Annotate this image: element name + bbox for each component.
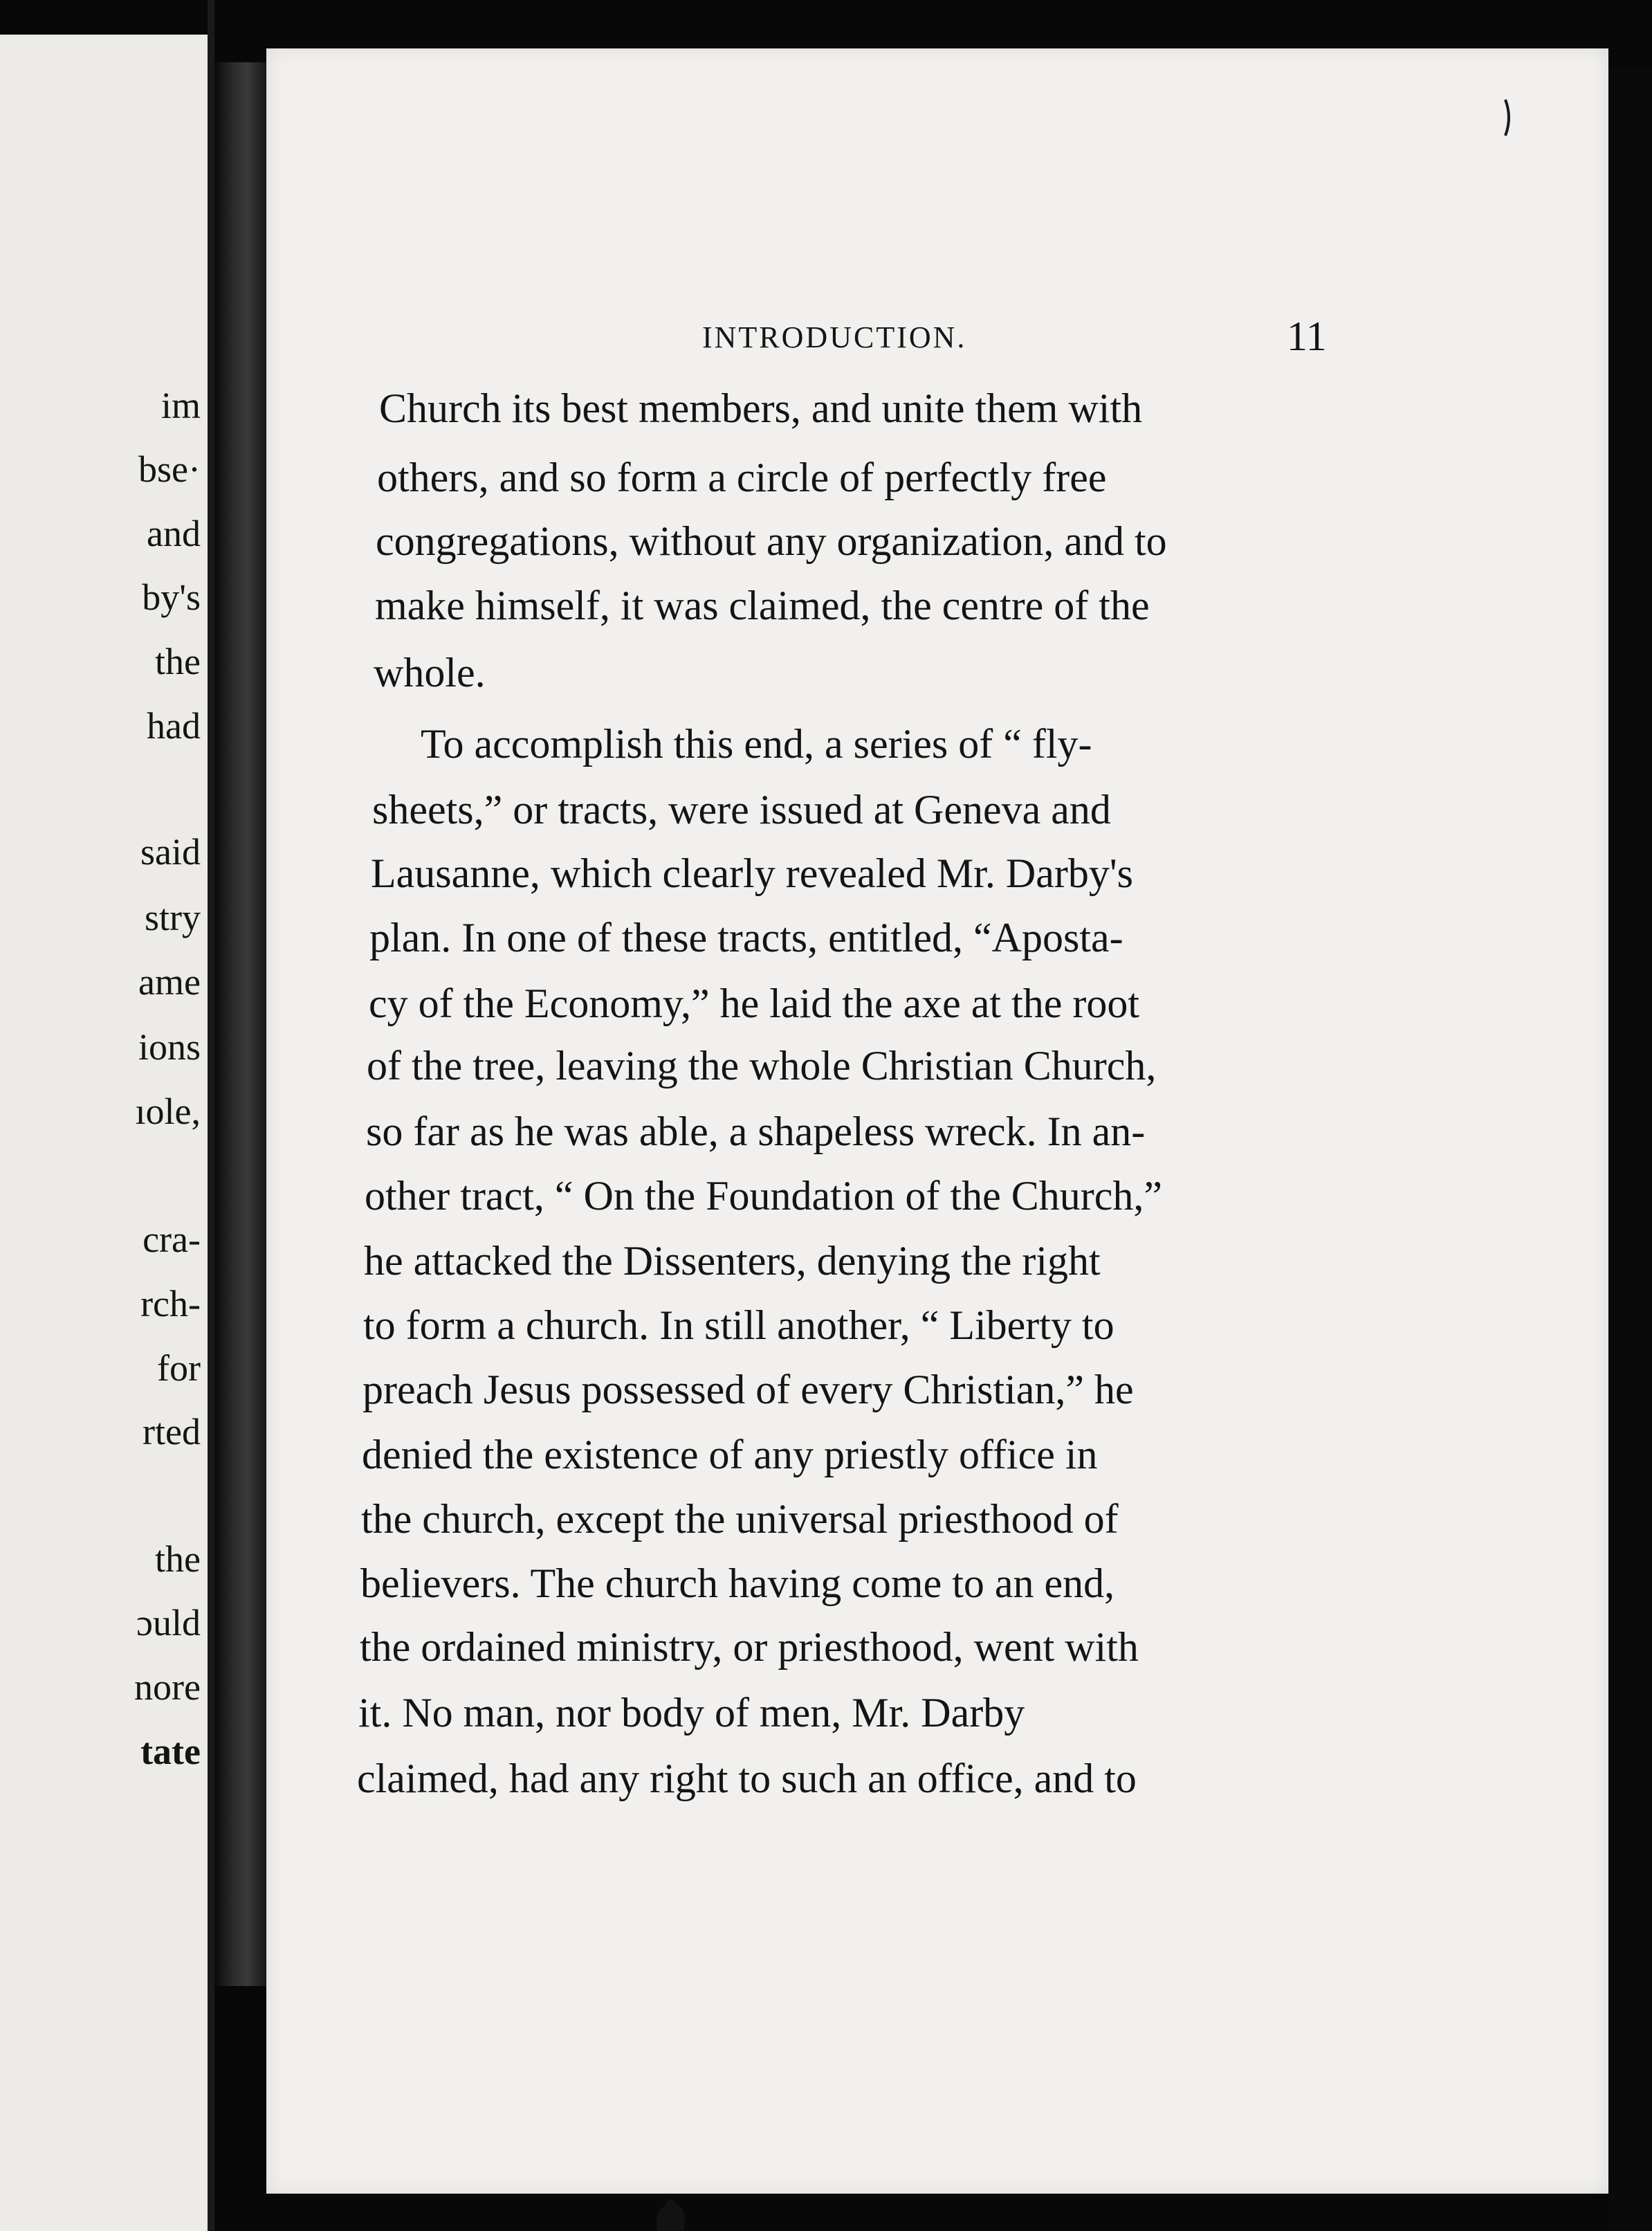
text-line: Church its best members, and unite them with [379,385,1143,431]
left-fragment: bse· [138,448,201,490]
text-line: To accomplish this end, a series of “ fly- [421,721,1092,767]
left-fragment: had [147,705,201,747]
left-fragment: cra- [143,1219,201,1260]
text-line: claimed, had any right to such an office, and to [357,1756,1137,1801]
ink-blot [650,2190,692,2231]
text-line: believers. The church having come to an end, [360,1560,1115,1606]
text-line: others, and so form a circle of perfectly free [377,455,1107,500]
text-line: of the tree, leaving the whole Christian Church, [367,1043,1157,1089]
text-line: the ordained ministry, or priesthood, went with [360,1624,1139,1670]
left-fragment: tate [140,1731,201,1772]
text-line: denied the existence of any priestly office in [362,1432,1098,1477]
previous-page-text [0,35,201,2231]
book-spine [214,62,268,1986]
left-gutter [208,0,214,2231]
text-line: make himself, it was claimed, the centre of the [375,583,1150,628]
left-fragment: rch- [140,1283,201,1324]
left-fragment: ıole, [135,1091,201,1132]
text-line: whole. [374,650,486,695]
left-fragment: ɔuld [136,1602,201,1643]
text-line: sheets,” or tracts, were issued at Geneva and [372,787,1111,832]
text-line: he attacked the Dissenters, denying the right [364,1238,1101,1284]
left-fragment: rted [143,1411,201,1453]
left-fragment: ame [138,961,201,1003]
text-line: it. No man, nor body of men, Mr. Darby [358,1690,1025,1736]
left-fragment: for [157,1347,201,1389]
left-fragment: im [160,385,201,426]
text-line: to form a church. In still another, “ Liberty to [363,1302,1114,1348]
left-fragment: the [155,641,201,682]
previous-page [0,35,211,2231]
text-line: plan. In one of these tracts, entitled, “Apostа- [369,915,1123,960]
left-fragment: and [147,513,201,554]
left-fragment: ions [138,1026,201,1068]
left-fragment: stry [145,897,201,938]
text-line: so far as he was able, a shapeless wreck. In an- [366,1109,1146,1154]
ink-speck [1501,97,1515,138]
left-fragment: the [155,1538,201,1580]
text-line: cy of the Economy,” he laid the axe at the root [369,981,1140,1026]
page-number: 11 [1287,313,1327,359]
text-line: congregations, without any organization, and to [376,518,1167,564]
text-line: Lausanne, which clearly revealed Mr. Darby's [371,850,1134,896]
left-fragment: nore [134,1666,201,1708]
left-fragment: said [140,831,201,873]
text-line: the church, except the universal priesthood of [361,1496,1119,1542]
page-edge [1608,69,1652,2231]
text-line: other tract, “ On the Foundation of the Church,” [365,1173,1163,1219]
running-header: INTRODUCTION. [702,320,967,354]
left-fragment: by's [142,576,201,618]
text-line: preach Jesus possessed of every Christian,” he [362,1367,1134,1412]
